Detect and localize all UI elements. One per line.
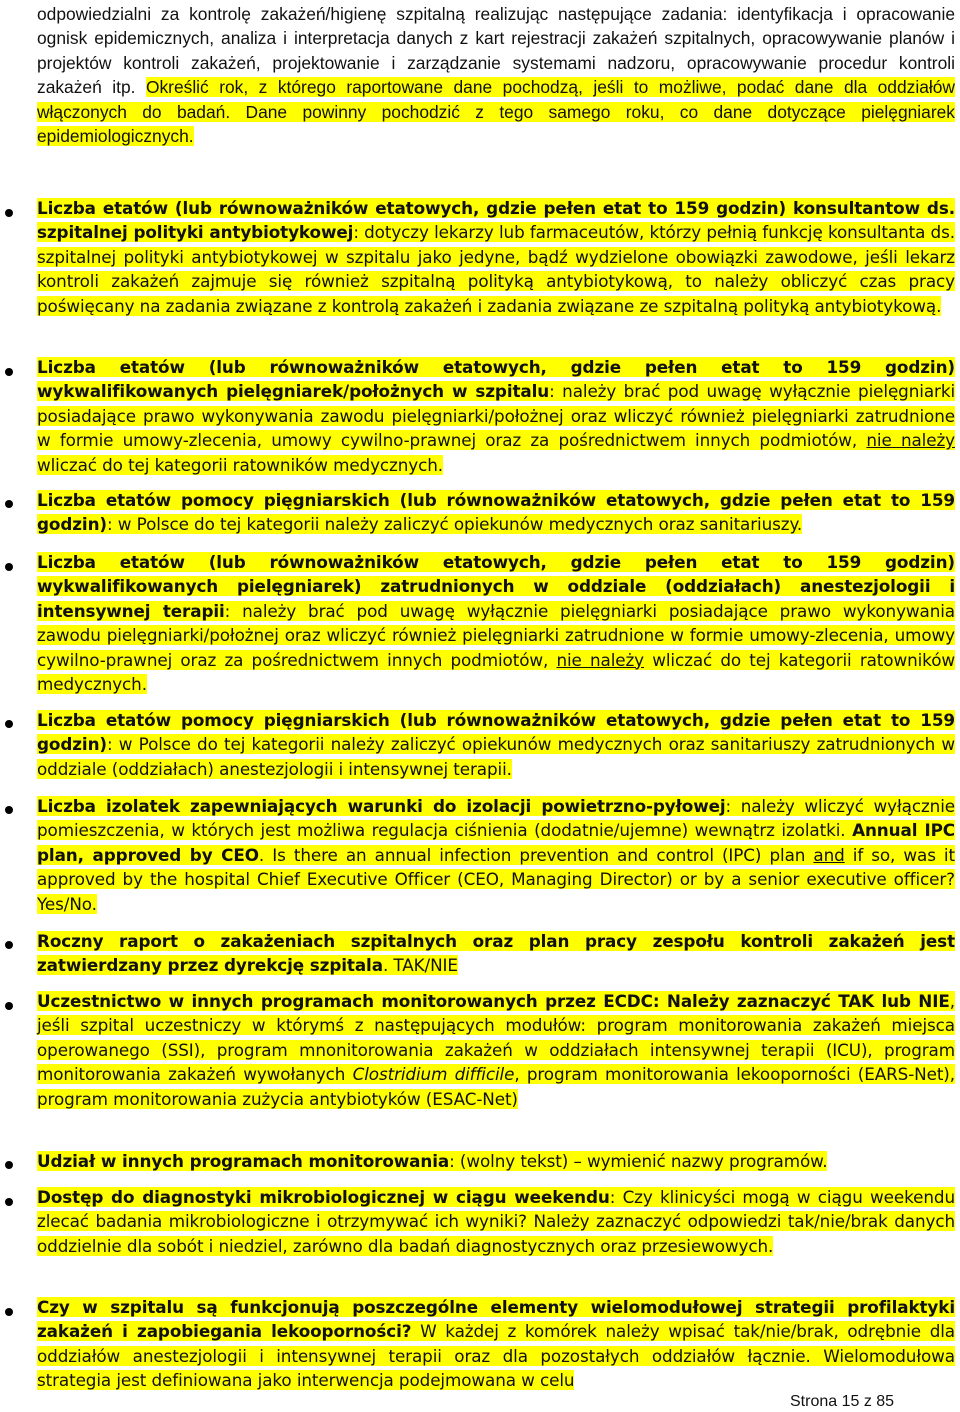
item-text: : w Polsce do tej kategorii należy zaliczyć opiekunów medycznych oraz sanitariuszy. [107, 514, 803, 535]
item-heading: Liczba etatów (lub równoważników etatowych, gdzie pełen etat to 159 godzin) wykwalifikowanych pielęgniarek) zatrudnionych w oddziale (oddziałach) anestezjologii i intensywnej terapii [37, 552, 955, 621]
item-heading: Liczba etatów (lub równoważników etatowych, gdzie pełen etat to 159 godzin) wykwalifikowanych pielęgniarek/położnych w szpitalu [37, 357, 955, 402]
list-item-antibiotic-consultants [37, 196, 955, 318]
item-heading: Uczestnictwo w innych programach monitorowanych przez ECDC: Należy zaznaczyć TAK lub NIE [37, 991, 950, 1011]
item-italic-text: Clostridium difficile [352, 1064, 515, 1085]
item-heading: Roczny raport o zakażeniach szpitalnych oraz plan pracy zespołu kontroli zakażeń jest zatwierdzany przez dyrekcję szpitala [37, 931, 955, 976]
item-underlined-text: nie należy [556, 649, 645, 670]
item-heading: Dostęp do diagnostyki mikrobiologicznej w ciągu weekendu [37, 1187, 610, 1207]
list-item-hospital-nurses [37, 355, 955, 477]
bullet-icon [5, 941, 13, 949]
item-text: : w Polsce do tej kategorii należy zaliczyć opiekunów medycznych oraz sanitariuszy zatrudnionych w oddziale (oddziałach) anestezjologii i intensywnej terapii. [37, 734, 955, 779]
item-heading: Liczba izolatek zapewniających warunki do izolacji powietrzno-pyłowej [37, 796, 726, 816]
item-text: : należy brać pod uwagę wyłącznie pielęgniarki posiadające prawo wykonywania zawodu pielęgniarki/położnej oraz wliczyć również pielęgniarki zatrudnione w formie umowy-zlecenia, umowy cywilno-prawnej oraz za pośrednictwem innych podmiotów, [37, 381, 956, 451]
item-underlined-text: nie należy [866, 430, 955, 451]
list-item-icu-nurses [37, 550, 955, 696]
bullet-icon [5, 806, 13, 814]
item-text: , jeśli szpital uczestniczy w którymś z następujących modułów: program monitorowania zakażeń miejsca operowanego (SSI), program mnonitorowania zakażeń w oddziałach intensywnej terapii (ICU), program monitorowania zakażeń wywołanych [37, 991, 955, 1085]
list-item-weekend-diagnostics [37, 1185, 955, 1258]
item-heading: Liczba etatów pomocy pięgniarskich (lub równoważników etatowych, gdzie pełen etat to 159 godzin) [37, 490, 955, 535]
intro-text-highlighted: Określić rok, z którego raportowane dane pochodzą, jeśli to możliwe, podać dane dla oddziałów włączonych do badań. Dane powinny pochodzić z tego samego roku, co dane dotyczące pielęgniarek epidemiologicznych. [37, 77, 955, 147]
bullet-icon [5, 209, 13, 217]
item-heading: Czy w szpitalu są funkcjonują poszczególne elementy wielomodułowej strategii profilaktyki zakażeń i zapobiegania lekooporności? [37, 1297, 955, 1342]
list-item-nursing-assistants [37, 488, 955, 537]
intro-text: odpowiedzialni za kontrolę zakażeń/higienę szpitalną realizując następujące zadania: identyfikacja i opracowanie ognisk epidemicznych, analiza i interpretacja danych z kart rejestracji zakażeń szpitalnych, opracowywanie planów i projektów kontroli zakażeń, projektowanie i zarządzanie systemami nadzoru, opracowywanie procedur kontroli zakażeń itp. [37, 4, 955, 98]
list-item-multimodal-strategy [37, 1295, 955, 1393]
item-text-2: . Is there an annual infection prevention and control (IPC) plan [258, 844, 814, 865]
list-item-ecdc-programs [37, 989, 955, 1111]
item-text-end: , program monitorowania lekooporności (EARS-Net), program monitorowania zużycia antybiotyków (ESAC-Net) [37, 1064, 955, 1109]
bullet-icon [5, 1161, 13, 1169]
item-text-end: if so, was it approved by the hospital Chief Executive Officer (CEO, Managing Director) or by a senior executive officer? Yes/No. [37, 844, 955, 914]
list-item-annual-report [37, 929, 955, 978]
bullet-icon [5, 563, 13, 571]
item-heading: Liczba etatów pomocy pięgniarskich (lub równoważników etatowych, gdzie pełen etat to 159 godzin) [37, 710, 955, 755]
list-item-other-programs [37, 1149, 955, 1173]
item-subheading: Annual IPC plan, approved by CEO [37, 820, 955, 865]
bullet-icon [5, 368, 13, 376]
item-text: : (wolny tekst) – wymienić nazwy programów. [449, 1151, 828, 1171]
bullet-icon [5, 500, 13, 508]
bullet-icon [5, 720, 13, 728]
bullet-icon [5, 1198, 13, 1206]
item-text: : należy brać pod uwagę wyłącznie pielęgniarki posiadające prawo wykonywania zawodu pielęgniarki/położnej oraz wliczyć również pielęgniarki zatrudnione w formie umowy-zlecenia, umowy cywilno-prawnej oraz za pośrednictwem innych podmiotów, [37, 600, 955, 670]
item-heading: Liczba etatów (lub równoważników etatowych, gdzie pełen etat to 159 godzin) konsultantow ds. szpitalnej polityki antybiotykowej [37, 198, 955, 243]
bullet-icon [5, 1308, 13, 1316]
page-number: Strona 15 z 85 [790, 1393, 895, 1410]
item-text-end: wliczać do tej kategorii ratowników medycznych. [37, 454, 444, 475]
item-text: : dotyczy lekarzy lub farmaceutów, którzy pełnią funkcję konsultanta ds. szpitalnej polityki antybiotykowej w szpitalu jako jedyne, bądź wydzielone obowiązki zawodowe, jeśli lekarz kontroli zakażeń zajmuje się również szpitalną polityką antybiotykową, to należy obliczyć czas pracy poświęcany na zadania związane z kontrolą zakażeń i zadania związane ze szpitalną polityką antybiotykową. [37, 222, 955, 316]
bullet-icon [5, 1002, 13, 1010]
item-text: . TAK/NIE [382, 955, 458, 976]
list-item-icu-nursing-assistants [37, 708, 955, 781]
item-text: : Czy klinicyści mogą w ciągu weekendu zlecać badania mikrobiologiczne i otrzymywać ich wyniki? Należy zaznaczyć odpowiedzi tak/nie/brak danych oddzielnie dla sobót i niedziel, zarówno dla badań diagnostycznych oraz przesiewowych. [37, 1187, 955, 1256]
list-item-isolation-rooms [37, 794, 955, 916]
item-heading: Udział w innych programach monitorowania [37, 1151, 450, 1171]
item-text: : należy wliczyć wyłącznie pomieszczenia, w których jest możliwa regulacja ciśnienia (dodatnie/ujemne) wewnątrz izolatki. [37, 796, 955, 841]
item-text: W każdej z komórek należy wpisać tak/nie/brak, odrębnie dla oddziałów anestezjologii i intensywnej terapii oraz dla pozostałych oddziałów łącznie. Wielomodułowa strategia jest definiowana jako interwencja podejmowana w celu [37, 1321, 955, 1391]
intro-paragraph [37, 2, 955, 148]
item-underlined-text: and [813, 844, 845, 865]
item-text-end: wliczać do tej kategorii ratowników medycznych. [37, 649, 955, 695]
